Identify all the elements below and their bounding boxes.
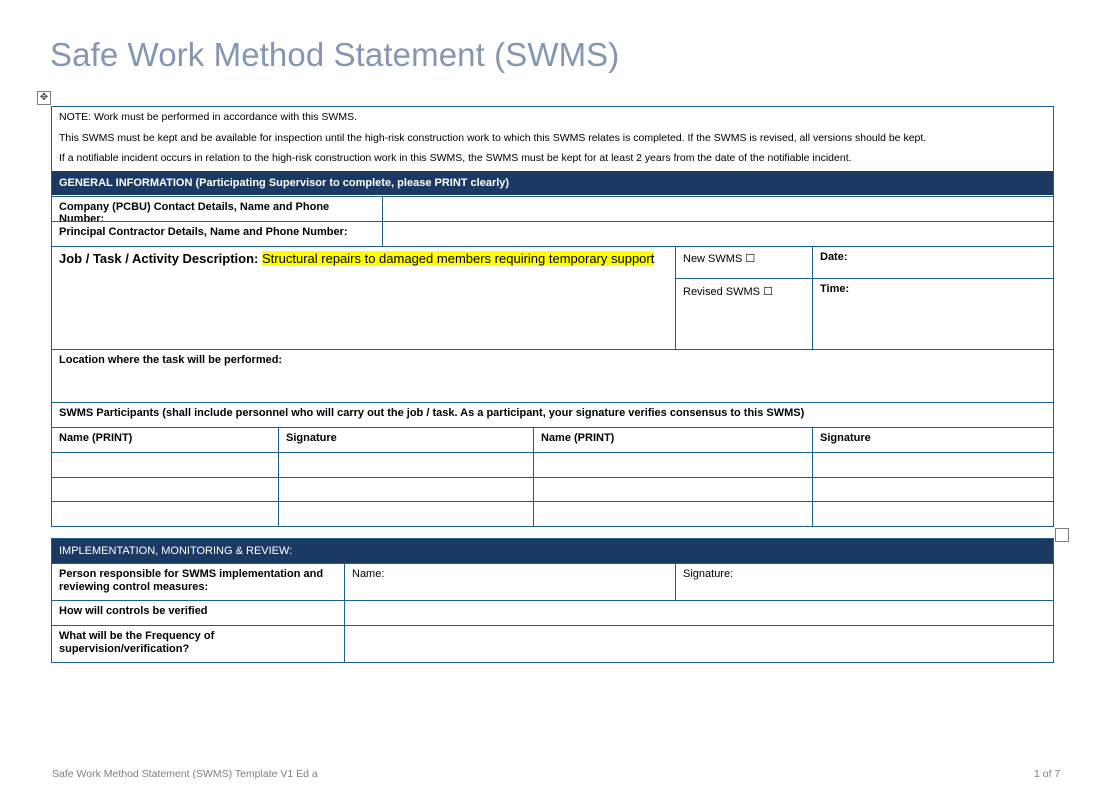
principal-contractor-label: Principal Contractor Details, Name and Phone Number: bbox=[59, 226, 348, 238]
participants-col-signature-2: Signature bbox=[820, 432, 871, 444]
note-line-3: If a notifiable incident occurs in relation to the high-risk construction work in this SWMS, the SWMS must be kept for at least 2 years from the date of the notifiable incident. bbox=[59, 152, 852, 164]
controls-verified-field[interactable] bbox=[345, 601, 1053, 625]
participant-row-3-name-2[interactable] bbox=[534, 502, 812, 526]
principal-contractor-field[interactable] bbox=[383, 222, 1053, 246]
date-label: Date: bbox=[820, 251, 848, 263]
job-description-label: Job / Task / Activity Description: bbox=[59, 251, 259, 266]
job-description[interactable] bbox=[52, 251, 672, 266]
participant-row-2-signature-1[interactable] bbox=[279, 478, 533, 501]
participants-col-name-2: Name (PRINT) bbox=[541, 432, 615, 444]
company-details-field[interactable] bbox=[383, 197, 1053, 221]
responsible-signature-field[interactable]: Signature: bbox=[683, 568, 734, 580]
responsible-person-label: Person responsible for SWMS implementation and reviewing control measures: bbox=[59, 568, 324, 593]
job-description-value: Structural repairs to damaged members requiring temporary support bbox=[262, 251, 655, 266]
participant-row-3-name-1[interactable] bbox=[52, 502, 278, 526]
participant-row-3-signature-1[interactable] bbox=[279, 502, 533, 526]
responsible-name-field[interactable]: Name: bbox=[352, 568, 385, 580]
participant-row-1-signature-2[interactable] bbox=[813, 453, 1053, 477]
frequency-label: What will be the Frequency of supervision/verification? bbox=[59, 630, 215, 655]
participant-row-2-signature-2[interactable] bbox=[813, 478, 1053, 501]
company-details-label: Company (PCBU) Contact Details, Name and Phone Number: bbox=[59, 201, 330, 225]
note-line-2: This SWMS must be kept and be available for inspection until the high-risk construction work to which this SWMS relates is completed. If the SWMS is revised, all versions should be kept. bbox=[59, 132, 927, 144]
new-swms-checkbox[interactable]: New SWMS ☐ bbox=[683, 253, 756, 265]
time-label: Time: bbox=[820, 283, 850, 295]
participant-row-1-name-1[interactable] bbox=[52, 453, 278, 477]
note-line-1: NOTE: Work must be performed in accordance with this SWMS. bbox=[59, 111, 357, 123]
participant-row-2-name-2[interactable] bbox=[534, 478, 812, 501]
implementation-header: IMPLEMENTATION, MONITORING & REVIEW: bbox=[52, 539, 1053, 563]
footer-page-number: 1 of 7 bbox=[1034, 768, 1061, 780]
general-information-header: GENERAL INFORMATION (Participating Supervisor to complete, please PRINT clearly) bbox=[52, 171, 1053, 195]
participant-row-2-name-1[interactable] bbox=[52, 478, 278, 501]
location-label: Location where the task will be performed: bbox=[59, 354, 283, 366]
participants-col-name-1: Name (PRINT) bbox=[59, 432, 133, 444]
participant-row-1-name-2[interactable] bbox=[534, 453, 812, 477]
participant-row-3-signature-2[interactable] bbox=[813, 502, 1053, 526]
participant-row-1-signature-1[interactable] bbox=[279, 453, 533, 477]
table-resize-handle-icon[interactable] bbox=[1055, 528, 1069, 542]
revised-swms-checkbox[interactable]: Revised SWMS ☐ bbox=[683, 286, 773, 298]
table-move-handle-icon[interactable]: ✥ bbox=[37, 91, 51, 105]
participants-header: SWMS Participants (shall include personnel who will carry out the job / task. As a participant, your signature verifies consensus to this SWMS) bbox=[59, 407, 805, 419]
frequency-field[interactable] bbox=[345, 626, 1053, 662]
document-title: Safe Work Method Statement (SWMS) bbox=[50, 36, 620, 73]
controls-verified-label: How will controls be verified bbox=[59, 605, 208, 617]
participants-col-signature-1: Signature bbox=[286, 432, 337, 444]
footer-template-name: Safe Work Method Statement (SWMS) Template V1 Ed a bbox=[52, 768, 318, 780]
